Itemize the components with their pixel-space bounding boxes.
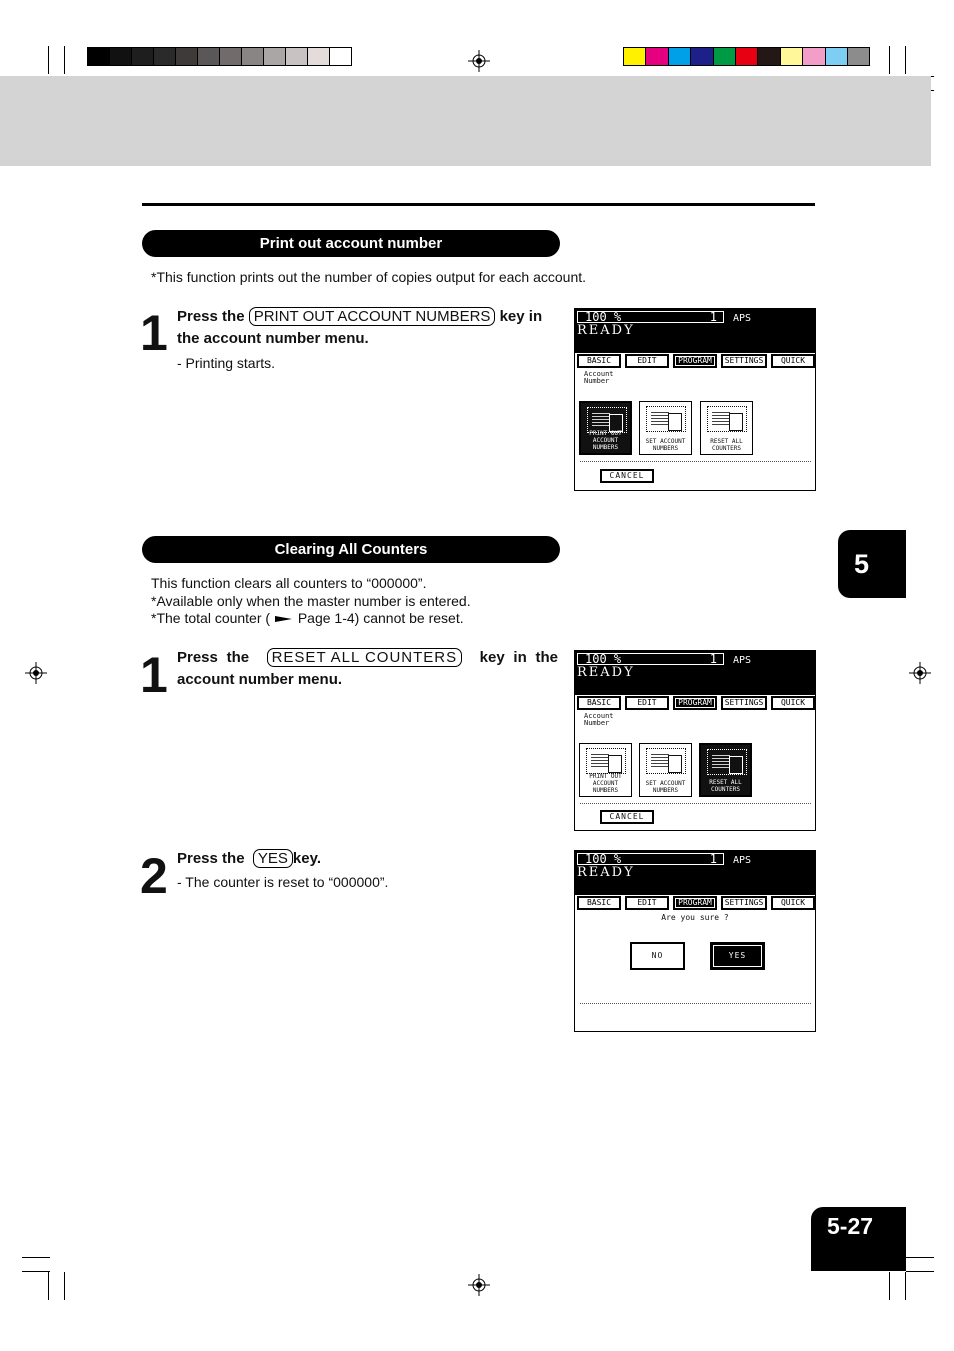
registration-mark-icon (468, 50, 490, 72)
step-number: 1 (140, 647, 166, 703)
printer-icon (586, 748, 626, 774)
section-note: This function clears all counters to “000000”. *Available only when the master number is entered. *The total counter ( Page 1-4) cannot be reset. (151, 575, 471, 626)
registration-mark-icon (468, 1274, 490, 1296)
set-account-numbers-button[interactable]: SET ACCOUNT NUMBERS (639, 743, 692, 797)
key-label: RESET ALL COUNTERS (267, 648, 463, 667)
reset-all-counters-button[interactable]: RESET ALL COUNTERS (699, 743, 752, 797)
tab-basic[interactable]: BASIC (577, 696, 621, 710)
tab-quick[interactable]: QUICK (771, 896, 815, 910)
color-swatch (645, 47, 668, 66)
registration-mark-icon (909, 662, 931, 684)
lcd-panel-account-menu-reset: 100 % 1 APS READY BASIC EDIT PROGRAM SETTINGS QUICK Account Number PRINT OUT ACCOUNT NUMBERS SET ACCOUNT NUMBERS RESET ALL COUNTERS CANCEL (574, 650, 816, 831)
chapter-tab: 5 (838, 530, 906, 598)
no-button[interactable]: NO (630, 942, 685, 970)
confirm-question: Are you sure ? (661, 913, 729, 922)
tab-edit[interactable]: EDIT (625, 354, 669, 368)
counter-icon (707, 749, 747, 775)
step-number: 1 (140, 305, 166, 361)
color-swatch (668, 47, 691, 66)
step-instruction: Press the YES key. (177, 850, 321, 867)
color-swatch (847, 47, 870, 66)
header-band (0, 76, 931, 166)
color-swatch (175, 47, 198, 66)
color-swatch (329, 47, 352, 66)
crop-mark (48, 46, 49, 74)
color-swatch (153, 47, 176, 66)
key-label: YES (253, 849, 293, 868)
lcd-tab-bar (576, 695, 816, 711)
tab-basic[interactable]: BASIC (577, 354, 621, 368)
color-swatch (713, 47, 736, 66)
color-swatch (780, 47, 803, 66)
reset-all-counters-button[interactable]: RESET ALL COUNTERS (700, 401, 753, 455)
crop-mark (905, 46, 906, 74)
tab-program[interactable]: PROGRAM (673, 896, 717, 910)
tab-basic[interactable]: BASIC (577, 896, 621, 910)
arrow-right-icon (274, 614, 294, 624)
lcd-tab-bar (576, 353, 816, 369)
divider (580, 461, 811, 462)
header-rule (142, 203, 815, 206)
print-out-account-numbers-button[interactable]: PRINT OUT ACCOUNT NUMBERS (579, 743, 632, 797)
crop-mark (48, 1272, 49, 1300)
crop-mark (22, 1271, 50, 1272)
step-note: - Printing starts. (177, 355, 276, 371)
color-swatch (825, 47, 848, 66)
lcd-menu-label: Account Number (584, 712, 614, 727)
crop-mark (906, 1271, 934, 1272)
lcd-panel-account-menu: 100 % 1 APS READY BASIC EDIT PROGRAM SETTINGS QUICK Account Number PRINT OUT ACCOUNT NUMBERS SET ACCOUNT NUMBERS RESET ALL COUNTERS CANCEL (574, 308, 816, 491)
keyboard-icon (646, 406, 686, 432)
lcd-menu-label: Account Number (584, 370, 614, 385)
crop-mark (64, 46, 65, 74)
step-instruction: Press the PRINT OUT ACCOUNT NUMBERS key in the account number menu. (177, 308, 543, 347)
tab-quick[interactable]: QUICK (771, 354, 815, 368)
color-swatch (690, 47, 713, 66)
lcd-panel-confirm: 100 % 1 APS READY BASIC EDIT PROGRAM SETTINGS QUICK Are you sure ? NO YES (574, 850, 816, 1032)
color-swatch (285, 47, 308, 66)
color-swatch (735, 47, 758, 66)
step-note: - The counter is reset to “000000”. (177, 874, 389, 890)
key-label: PRINT OUT ACCOUNT NUMBERS (249, 307, 496, 326)
divider (580, 803, 811, 804)
color-swatch (87, 47, 110, 66)
color-swatch (197, 47, 220, 66)
yes-button[interactable]: YES (710, 942, 765, 970)
crop-mark (64, 1272, 65, 1300)
color-swatch (307, 47, 330, 66)
color-swatch (263, 47, 286, 66)
tab-quick[interactable]: QUICK (771, 696, 815, 710)
registration-mark-icon (25, 662, 47, 684)
section-title-print-out: Print out account number (142, 230, 560, 257)
crop-mark (889, 1272, 890, 1300)
keyboard-icon (646, 748, 686, 774)
tab-edit[interactable]: EDIT (625, 896, 669, 910)
cancel-button[interactable]: CANCEL (600, 810, 654, 824)
color-swatch (131, 47, 154, 66)
cancel-button[interactable]: CANCEL (600, 469, 654, 483)
crop-mark (22, 1257, 50, 1258)
crop-mark (889, 46, 890, 74)
counter-icon (707, 406, 747, 432)
color-swatch (802, 47, 825, 66)
page-number: 5-27 (811, 1207, 906, 1271)
step-number: 2 (140, 848, 166, 904)
color-swatch (109, 47, 132, 66)
section-note: *This function prints out the number of copies output for each account. (151, 269, 587, 285)
tab-program[interactable]: PROGRAM (673, 354, 717, 368)
color-swatch (757, 47, 780, 66)
crop-mark (905, 1272, 906, 1300)
color-swatch (241, 47, 264, 66)
color-swatch (623, 47, 646, 66)
lcd-tab-bar (576, 895, 816, 911)
divider (580, 1003, 811, 1004)
step-instruction: Press the RESET ALL COUNTERS key in the account number menu. (177, 649, 558, 688)
tab-edit[interactable]: EDIT (625, 696, 669, 710)
section-title-clearing: Clearing All Counters (142, 536, 560, 563)
tab-settings[interactable]: SETTINGS (721, 696, 767, 710)
tab-program[interactable]: PROGRAM (673, 696, 717, 710)
crop-mark (906, 1257, 934, 1258)
print-out-account-numbers-button[interactable]: PRINT OUT ACCOUNT NUMBERS (579, 401, 632, 455)
tab-settings[interactable]: SETTINGS (721, 896, 767, 910)
color-swatch (219, 47, 242, 66)
set-account-numbers-button[interactable]: SET ACCOUNT NUMBERS (639, 401, 692, 455)
tab-settings[interactable]: SETTINGS (721, 354, 767, 368)
